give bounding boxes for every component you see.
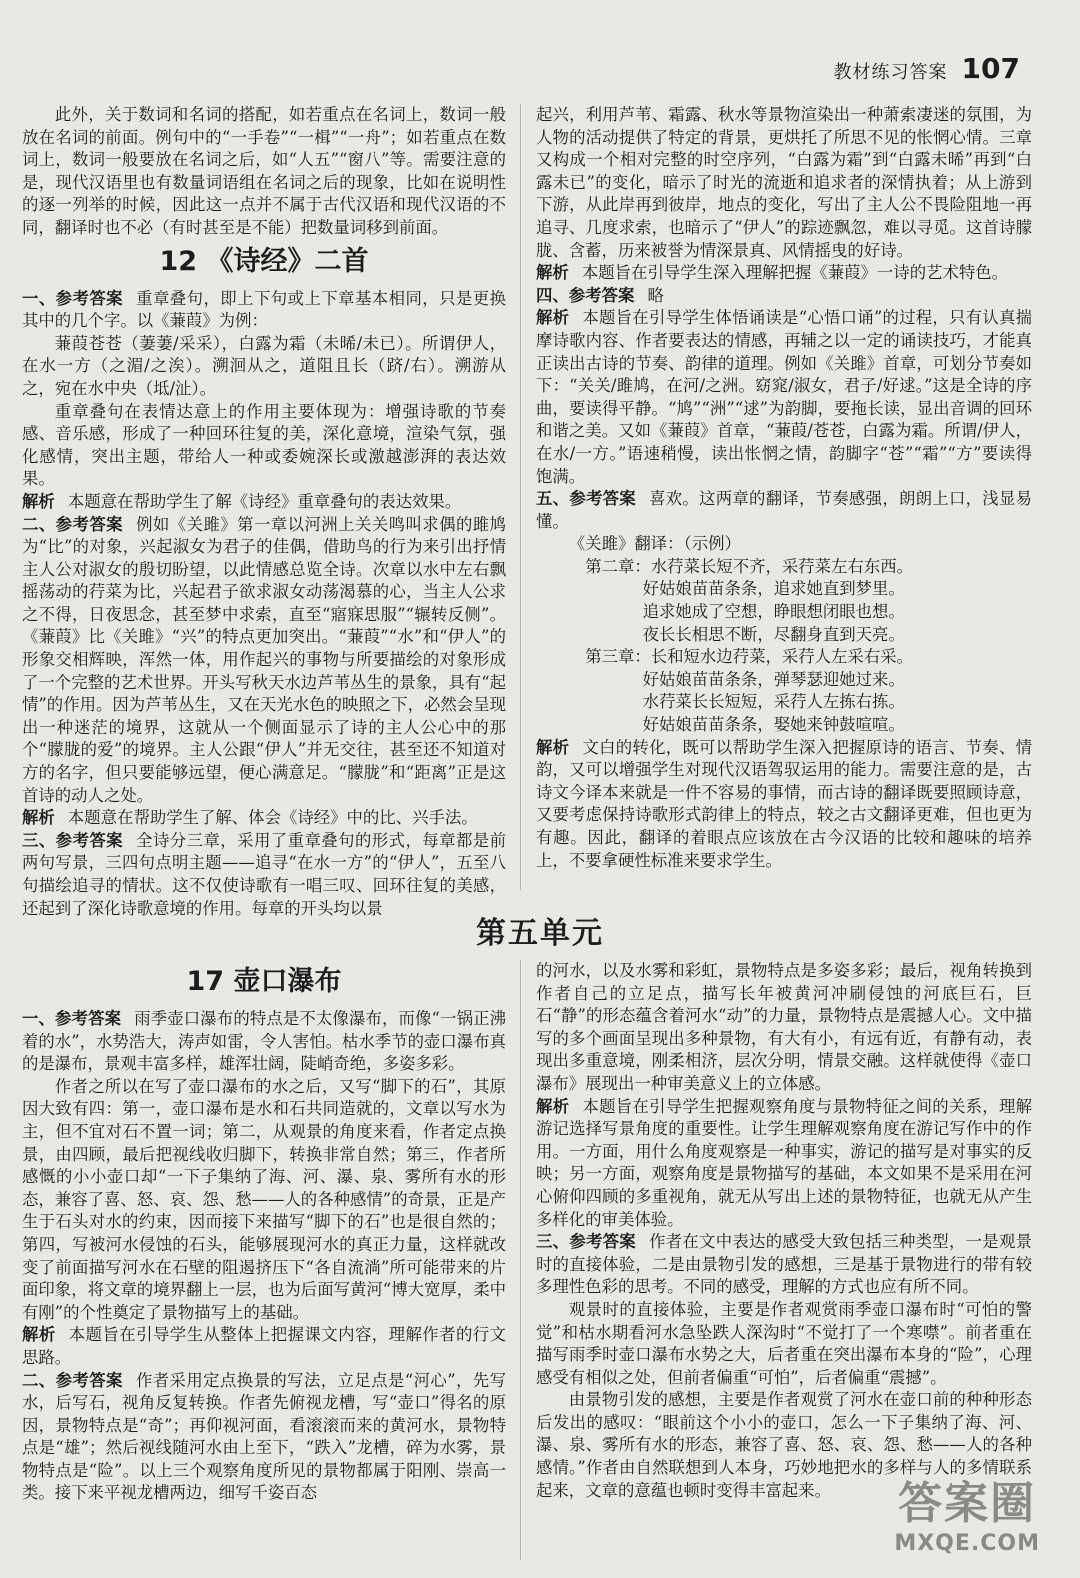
translation-line: 好姑娘苗苗条条，追求她直到梦里。 [642,579,905,599]
column-left-bottom [22,960,506,1564]
paragraph: 此外，关于数词和名词的搭配，如若重点在名词上，数词一般放在名词的前面。例句中的“一手卷”“一楫”“一舟”；如若重点在数词上，数词一般要放在名词之后，如“人五”“窗八”等。需要注意的是，现代汉语里也有数量词语组在名词之后的现象，比如在说明性的逐一列举的时候，因此这一点并不属于古代汉语和现代汉语的不同，翻译时也不必（有时甚至是不能）把数量词移到前面。 [22,105,506,237]
analysis-label: 解析 [22,1325,56,1345]
paragraph [22,1008,506,1076]
translation-line: 水荇菜长长短短，采荇人左拣右拣。 [642,692,905,712]
paragraph: 重章叠句在表情达意上的作用主要体现为：增强诗歌的节奏感、音乐感，形成了一种回环往复的美，深化意境，渲染气氛，强化感情，突出主题，带给人一种或委婉深长或激越澎湃的表达效果。 [22,401,506,489]
paragraph [22,288,506,333]
translation-line: 好姑娘苗苗条条，弹琴瑟迎她过来。 [642,669,905,689]
watermark-text: 答案圈 [898,1478,1037,1529]
analysis-label: 解析 [536,308,570,328]
paragraph [22,514,506,808]
answer-label: 三、参考答案 [536,1232,636,1252]
paragraph: 起兴，利用芦苇、霜露、秋水等景物渲染出一种萧索凄迷的氛围，为人物的活动提供了特定的背景，更烘托了所思不见的怅惘心情。三章又构成一个相对完整的时空序列，“白露为霜”到“白露未晞”再到“白露未已”的变化，暗示了时光的流逝和追求者的深情执着；从上游到下游，从此岸再到彼岸，地点的变化，写出了主人公不畏险阻地一再追寻、几度求索，也暗示了“伊人”的踪迹飘忽，难以寻觅。这首诗朦胧、含蓄，历来被誉为情深景真、风情摇曳的好诗。 [536,105,1032,260]
answer-text: 全诗分三章，采用了重章叠句的形式，每章都是前两句写景，三四句点明主题——追寻“在水一方”的“伊人”，五至八句描绘追寻的情状。这不仅使诗歌有一唱三叹、回环往复的美感，还起到了深化诗歌意境的作用。每章的开头均以景 [22,830,506,918]
answer-label: 二、参考答案 [22,1370,123,1390]
analysis-text: 本题旨在引导学生体悟诵读是“心悟口诵”的过程，只有认真揣摩诗歌内容、作者要表达的情感，再辅之以一定的诵读技巧，才能真正读出古诗的节奏、韵律的道理。例如《关雎》首章，可划分节奏如下：“关关/雎鸠，在河/之洲。窈窕/淑女，君子/好逑。”这是全诗的序曲，要读得平静。“鸠”“洲”“逑”为韵脚，要拖长读，显出音调的回环和谐之美。又如《蒹葭》首章，“蒹葭/苍苍，白露为霜。所谓/伊人，在水/一方。”语速稍慢，读出怅惘之情，韵脚字“苍”“霜”“方”要读得饱满。 [536,308,1032,486]
analysis-text: 本题意在帮助学生了解《诗经》重章叠句的表达效果。 [67,491,462,511]
answer-text: 喜欢。这两章的翻译，节奏感强，朗朗上口，浅显易懂。 [536,489,1033,531]
column-divider [520,960,521,1560]
paragraph [22,1370,506,1506]
translation-line: 夜长长相思不断，尽翻身直到天亮。 [642,624,905,644]
column-left-top [22,104,506,918]
analysis [22,1324,506,1369]
answer-label: 一、参考答案 [22,1009,122,1028]
section-title: 教材练习答案 [833,62,948,83]
analysis-text: 本题旨在引导学生从整体上把握课文内容，理解作者的行文思路。 [22,1325,507,1367]
answer-text: 略 [647,285,664,305]
analysis-text: 本题意在帮助学生了解、体会《诗经》中的比、兴手法。 [67,808,478,828]
paragraph [22,830,506,920]
paragraph [536,285,1032,308]
translation-line: 第二章：水荇菜长短不齐，采荇菜左右东西。 [585,556,913,576]
analysis-label: 解析 [22,808,55,828]
analysis [22,491,506,514]
watermark-url: MXQE.COM [894,1531,1040,1556]
translation-line: 好姑娘苗苗条条，娶她来钟鼓喧喧。 [642,715,905,735]
page-header [834,52,1020,85]
answer-text: 雨季壶口瀑布的特点是不太像瀑布，而像“一锅正沸着的水”，水势浩大，涛声如雷，令人害怕。枯水季节的壶口瀑布真的是瀑布，景观丰富多样，雄浑壮阔，陡峭奇绝，多姿多彩。 [22,1009,506,1074]
analysis [22,807,506,830]
answer-text: 例如《关雎》第一章以河洲上关关鸣叫求偶的雎鸠为“比”的对象，兴起淑女为君子的佳偶，借助鸟的行为来引出抒情主人公对淑女的殷切盼望，以此情感总览全诗。次章以水中左右飘摇荡动的荇菜为比，兴起君子欲求淑女动荡渴慕的心，当主人公求之不得，日夜思念，甚至梦中求索，直至“寤寐思服”“辗转反侧”。《蒹葭》比《关雎》“兴”的特点更加突出。“蒹葭”“水”和“伊人”的形象交相辉映，浑然一体，用作起兴的事物与所要描绘的对象形成了一个完整的艺术世界。开头写秋天水边芦苇丛生的景象，具有“起情”的作用。因为芦苇丛生，又在天光水色的映照之下，必然会呈现出一种迷茫的境界，这就从一个侧面显示了诗的主人公心中的那个“朦胧的爱”的境界。主人公跟“伊人”并无交往，甚至还不知道对方的名字，但只要能够远望，便心满意足。“朦胧”和“距离”正是这首诗的动人之处。 [22,514,506,805]
column-divider [520,104,521,890]
translation-line: 追求她成了空想，睁眼想闭眼也想。 [642,602,905,622]
answer-label: 三、参考答案 [22,830,123,850]
analysis-text: 本题旨在引导学生把握观察角度与景物特征之间的关系，理解游记选择写景角度的重要性。让学生理解观察角度在游记写作中的作用。一方面，用什么角度观察是一种事实，游记的描写是对事实的反映；另一方面，观察角度是景物描写的基础，本文如果不是采用在河心俯仰四顾的多重视角，就无从写出上述的景物特征，也就无从产生多样化的审美体验。 [536,1096,1033,1229]
analysis [536,307,1032,488]
answer-label: 二、参考答案 [22,514,123,534]
unit-title: 第五单元 [476,916,604,951]
column-right-top [536,104,1032,890]
analysis [536,262,1032,285]
answer-text: 作者在文中表达的感受大致包括三种类型，一是观景时的直接体验，二是由景物引发的感想，三是基于景物进行的带有较多理性色彩的思考。不同的感受，理解的方式也应有所不同。 [536,1232,1033,1297]
answer-label: 四、参考答案 [536,285,635,305]
chapter-title: 17 壶口瀑布 [186,966,342,997]
paragraph: 的河水，以及水雾和彩虹，景物特点是多姿多彩；最后，视角转换到作者自己的立足点，描写长年被黄河冲刷侵蚀的河底巨石，巨石“静”的形态蕴含着河水“动”的力量，景物特点是震撼人心。文中描写的多个画面呈现出多种景物，有大有小，有远有近，有静有动，表现出多重意境，刚柔相济，层次分明，情景交融。这样就使得《壶口瀑布》展现出一种审美意义上的立体感。 [536,961,1032,1093]
answer-label: 一、参考答案 [22,288,123,308]
paragraph: 观景时的直接体验，主要是作者观赏雨季壶口瀑布时“可怕的警觉”和枯水期看河水急坠跌人深沟时“不觉打了一个寒噤”。前者重在描写雨季时壶口瀑布水势之大，后者重在突出瀑布本身的“险”，心理感受有相似之处，但前者偏重“可怕”，后者偏重“震撼”。 [536,1299,1032,1387]
analysis-text: 文白的转化，既可以帮助学生深入把握原诗的语言、节奏、情韵，又可以增强学生对现代汉语驾驭运用的能力。需要注意的是，古诗文今译本来就是一件不容易的事情，而古诗的翻译既要照顾诗意，又要考虑保持诗歌形式韵律上的特点，较之古文翻译更难，但也更为有趣。因此，翻译的着眼点应该放在古今汉语的比较和趣味的培养上，不要拿硬性标准来要求学生。 [536,737,1033,870]
page-number: 107 [961,52,1020,85]
paragraph [536,1231,1032,1299]
translation-heading: 《关雎》翻译：（示例） [568,534,741,554]
analysis-label: 解析 [22,491,55,511]
poem-text: 蒹葭苍苍（萋萋/采采），白露为霜（未晞/未已）。所谓伊人，在水一方（之湄/之涘）。溯洄从之，道阻且长（跻/右）。溯游从之，宛在水中央（坻/沚）。 [22,333,506,398]
chapter-title: 12 《诗经》二首 [159,245,369,277]
watermark-logo [894,1467,1040,1556]
answer-label: 五、参考答案 [536,489,636,509]
paragraph: 由景物引发的感想，主要是作者观赏了河水在壶口前的种种形态后发出的感叹：“眼前这个小小的壶口，怎么一下子集纳了海、河、瀑、泉、雾所有水的形态，兼容了喜、怒、哀、怨、愁——人的各种感情。”作者由自然联想到人本身，巧妙地把水的多样与人的多情联系起来，文章的意蕴也顿时变得丰富起来。 [536,1390,1032,1500]
answer-text: 作者采用定点换景的写法，立足点是“河心”，先写水，后写石，视角反复转换。作者先俯视龙槽，写“壶口”得名的原因，景物特点是“奇”；再仰视河面，看滚滚而来的黄河水，景物特点是“雄”；然后视线随河水由上至下，“跌入”龙槽，碎为水雾，景物特点是“险”。以上三个观察角度所见的景物都属于阳刚、崇高一类。接下来平视龙槽两边，细写千姿百态 [22,1370,506,1503]
paragraph: 作者之所以在写了壶口瀑布的水之后，又写“脚下的石”，其原因大致有四：第一，壶口瀑布是水和石共同造就的，文章以写水为主，但不宜对石不置一词；第二，从观景的角度来看，作者定点换景，由四顾，最后把视线收归脚下，转换非常自然；第三，作者所感慨的小小壶口却“一下子集纳了海、河、瀑、泉、雾所有水的形态，兼容了喜、怒、哀、怨、愁——人的各种感情”的奇景，正是产生于石头对水的约束，因而接下来描写“脚下的石”也是很自然的；第四，写被河水侵蚀的石头，能够展现河水的真正力量，这样就改变了前面描写河水在石壁的阻遏挤压下“各自流淌”所可能带来的片面印象，将文章的境界翻上一层，也为后面写黄河“博大宽厚，柔中有刚”的个性奠定了景物描写上的基础。 [22,1076,506,1322]
analysis-label: 解析 [536,263,569,283]
paragraph [536,488,1032,533]
analysis-label: 解析 [536,737,570,757]
translation-line: 第三章：长和短水边荇菜，采荇人左采右采。 [585,647,913,667]
analysis [536,737,1032,873]
answer-text: 重章叠句，即上下句或上下章基本相同，只是更换其中的几个字。以《蒹葭》为例： [22,288,506,331]
analysis [536,1096,1032,1232]
analysis-label: 解析 [536,1096,570,1116]
analysis-text: 本题旨在引导学生深入理解把握《蒹葭》一诗的艺术特色。 [581,263,1009,283]
